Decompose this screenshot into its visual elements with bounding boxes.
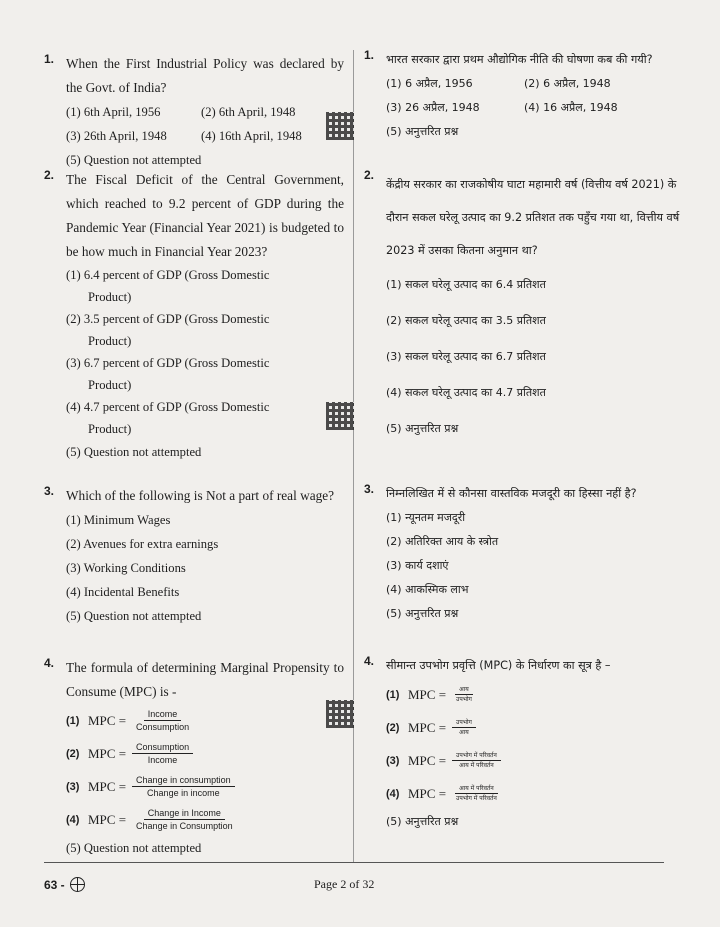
fraction: $\frac{\text{Change in consumption}}{\text{Change in income}}$ [132, 774, 235, 799]
question-4-hi [364, 654, 680, 834]
formula-option-3: (3) MPC = $\frac{\text{Change in consumption}}{\text{Change in income}}$ [66, 770, 344, 803]
formula-option-3: (3) MPC = $\frac{\text{उपभोग में परिवर्तन}}{\text{आय में परिवर्तन}}$ [386, 744, 680, 777]
formula-option-4: (4) MPC = $\frac{\text{Change in Income}}{\text{Change in Consumption}}$ [66, 803, 344, 836]
question-text: भारत सरकार द्वारा प्रथम औद्योगिक नीति की घोषणा कब की गयी? [386, 53, 653, 66]
question-number: 4. [364, 654, 375, 668]
option-4: (4) Incidental Benefits [66, 585, 180, 599]
qr-code-icon [326, 112, 354, 140]
option-2: (2) 3.5 percent of GDP (Gross Domestic Product) [66, 312, 270, 348]
question-number: 2. [44, 168, 55, 182]
fraction: $\frac{\text{उपभोग में परिवर्तन}}{\text{आय में परिवर्तन}}$ [452, 751, 501, 770]
option-not-attempted: (5) अनुत्तरित प्रश्न [386, 125, 459, 138]
question-number: 3. [44, 484, 55, 498]
question-2-hi [364, 168, 680, 447]
question-number: 1. [44, 52, 55, 66]
option-2: (2) अतिरिक्त आय के स्त्रोत [386, 535, 499, 548]
option-4: (4) 16 अप्रैल, 1948 [524, 101, 618, 114]
qr-code-icon [326, 700, 354, 728]
fraction: $\frac{\text{आय में परिवर्तन}}{\text{उपभोग में परिवर्तन}}$ [456, 785, 497, 802]
page-number: Page 2 of 32 [314, 877, 375, 891]
option-2: (2) सकल घरेलू उत्पाद का 3.5 प्रतिशत [386, 314, 546, 327]
options-row [386, 72, 680, 96]
option-1: (1) Minimum Wages [66, 513, 171, 527]
question-text: The Fiscal Deficit of the Central Government, which reached to 9.2 percent of GDP during the Pandemic Year (Financial Year 2021) is budgeted to be how much in Financial Year 2023? [66, 172, 344, 259]
option-not-attempted: (5) अनुत्तरित प्रश्न [386, 815, 459, 828]
question-text: Which of the following is Not a part of real wage? [66, 488, 335, 503]
option-not-attempted: (5) Question not attempted [66, 609, 202, 623]
question-4-en [44, 656, 344, 860]
option-4: (4) 4.7 percent of GDP (Gross Domestic Product) [66, 400, 270, 436]
qr-code-icon [326, 402, 354, 430]
question-text: केंद्रीय सरकार का राजकोषीय घाटा महामारी वर्ष (वित्तीय वर्ष 2021) के दौरान सकल घरेलू उत्पाद का 9.2 प्रतिशत तक पहुँच गया था, वित्तीय वर्ष 2023 में उसका कितना अनुमान था? [386, 178, 680, 257]
fraction: $\frac{\text{Consumption}}{\text{Income}}$ [132, 741, 193, 766]
question-2-en [44, 168, 344, 464]
options-row [386, 96, 680, 120]
fraction: $\frac{\text{आय}}{\text{उपभोग}}$ [456, 686, 472, 703]
fraction: $\frac{\text{Income}}{\text{Consumption}}$ [136, 709, 190, 732]
option-3: (3) 26th April, 1948 [66, 129, 167, 143]
option-not-attempted: (5) अनुत्तरित प्रश्न [386, 422, 459, 435]
question-3-en [44, 484, 344, 628]
booklet-code: 63 - [44, 877, 85, 892]
option-3: (3) 6.7 percent of GDP (Gross Domestic Product) [66, 356, 270, 392]
registration-mark-icon [70, 877, 85, 892]
option-not-attempted: (5) Question not attempted [66, 153, 202, 167]
option-3: (3) कार्य दशाएं [386, 559, 449, 572]
option-2: (2) Avenues for extra earnings [66, 537, 219, 551]
formula-option-1: (1) MPC = $\frac{\text{आय}}{\text{उपभोग}}$ [386, 678, 680, 711]
question-1-hi [364, 48, 680, 144]
formula-option-4: (4) MPC = $\frac{\text{आय में परिवर्तन}}{\text{उपभोग में परिवर्तन}}$ [386, 777, 680, 810]
fraction: $\frac{\text{उपभोग}}{\text{आय}}$ [452, 718, 476, 737]
formula-option-2: (2) MPC = $\frac{\text{उपभोग}}{\text{आय}}$ [386, 711, 680, 744]
option-1: (1) 6th April, 1956 [66, 105, 161, 119]
option-1: (1) 6.4 percent of GDP (Gross Domestic Product) [66, 268, 270, 304]
question-number: 1. [364, 48, 375, 62]
option-4: (4) सकल घरेलू उत्पाद का 4.7 प्रतिशत [386, 386, 546, 399]
question-number: 2. [364, 168, 375, 182]
option-not-attempted: (5) Question not attempted [66, 841, 202, 855]
option-not-attempted: (5) Question not attempted [66, 445, 202, 459]
option-3: (3) सकल घरेलू उत्पाद का 6.7 प्रतिशत [386, 350, 546, 363]
question-1-en [44, 52, 344, 172]
question-number: 3. [364, 482, 375, 496]
options-row [66, 124, 344, 148]
question-text: निम्नलिखित में से कौनसा वास्तविक मजदूरी का हिस्सा नहीं है? [386, 487, 637, 500]
option-1: (1) 6 अप्रैल, 1956 [386, 77, 473, 90]
option-1: (1) न्यूनतम मजदूरी [386, 511, 466, 524]
question-number: 4. [44, 656, 55, 670]
question-text: सीमान्त उपभोग प्रवृत्ति (MPC) के निर्धारण का सूत्र है – [386, 659, 611, 672]
column-divider [353, 50, 354, 862]
option-2: (2) 6 अप्रैल, 1948 [524, 77, 611, 90]
question-text: The formula of determining Marginal Propensity to Consume (MPC) is - [66, 660, 344, 699]
fraction: $\frac{\text{Change in Income}}{\text{Change in Consumption}}$ [136, 808, 233, 831]
option-3: (3) 26 अप्रैल, 1948 [386, 101, 480, 114]
option-1: (1) सकल घरेलू उत्पाद का 6.4 प्रतिशत [386, 278, 546, 291]
question-text: When the First Industrial Policy was declared by the Govt. of India? [66, 56, 344, 95]
options-row [66, 100, 344, 124]
question-3-hi [364, 482, 680, 626]
formula-option-1: (1) MPC = $\frac{\text{Income}}{\text{Consumption}}$ [66, 704, 344, 737]
option-4: (4) आकस्मिक लाभ [386, 583, 469, 596]
option-4: (4) 16th April, 1948 [201, 129, 302, 143]
option-not-attempted: (5) अनुत्तरित प्रश्न [386, 607, 459, 620]
footer-rule [44, 862, 664, 863]
option-3: (3) Working Conditions [66, 561, 186, 575]
formula-option-2: (2) MPC = $\frac{\text{Consumption}}{\text{Income}}$ [66, 737, 344, 770]
option-2: (2) 6th April, 1948 [201, 105, 296, 119]
